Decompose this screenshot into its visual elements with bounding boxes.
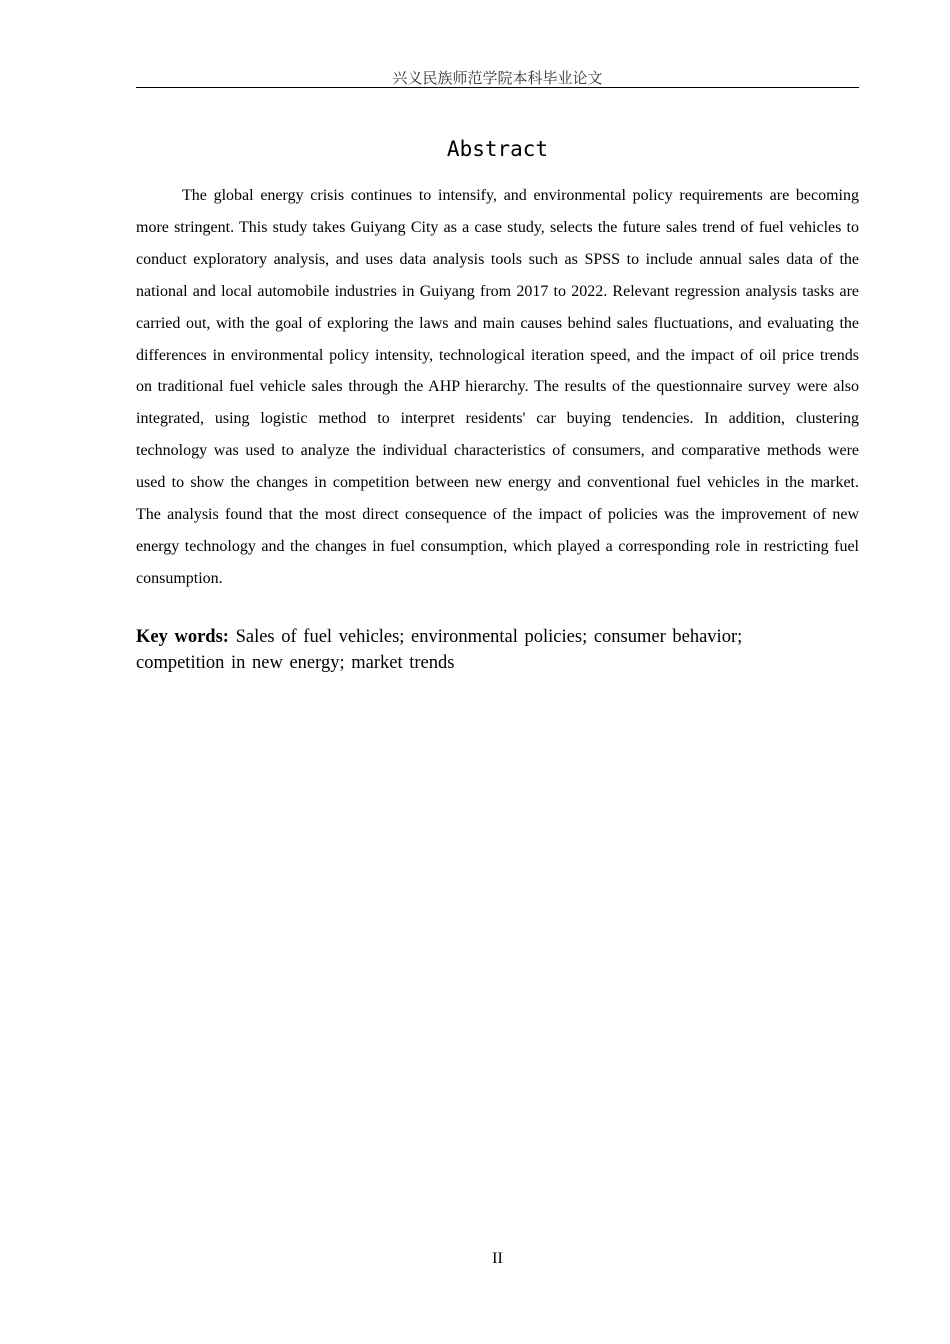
abstract-body: The global energy crisis continues to intensify, and environmental policy requirements are becoming more stringent. This study takes Guiyang City as a case study, selects the future sales trend of fuel vehicles to conduct exploratory analysis, and uses data analysis tools such as SPSS to include annual sales data of the national and local automobile industries in Guiyang from 2017 to 2022. Relevant regression analysis tasks are carried out, with the goal of exploring the laws and main causes behind sales fluctuations, and evaluating the differences in environmental policy intensity, technological iteration speed, and the impact of oil price trends on traditional fuel vehicle sales through the AHP hierarchy. The results of the questionnaire survey were also integrated, using logistic method to interpret residents' car buying tendencies. In addition, clustering technology was used to analyze the individual characteristics of consumers, and comparative methods were used to show the changes in competition between new energy and conventional fuel vehicles in the market. The analysis found that the most direct consequence of the impact of policies was the improvement of new energy technology and the changes in fuel consumption, which played a corresponding role in restricting fuel consumption. <box>136 187 859 587</box>
running-header: 兴义民族师范学院本科毕业论文 <box>136 69 859 88</box>
keywords-paragraph <box>136 625 796 676</box>
abstract-title: Abstract <box>446 137 549 161</box>
keywords-text: Sales of fuel vehicles; environmental policies; consumer behavior; competition in new energy; market trends <box>136 627 743 673</box>
page-number: II <box>492 1250 503 1267</box>
keywords-label: Key words: <box>136 627 229 647</box>
